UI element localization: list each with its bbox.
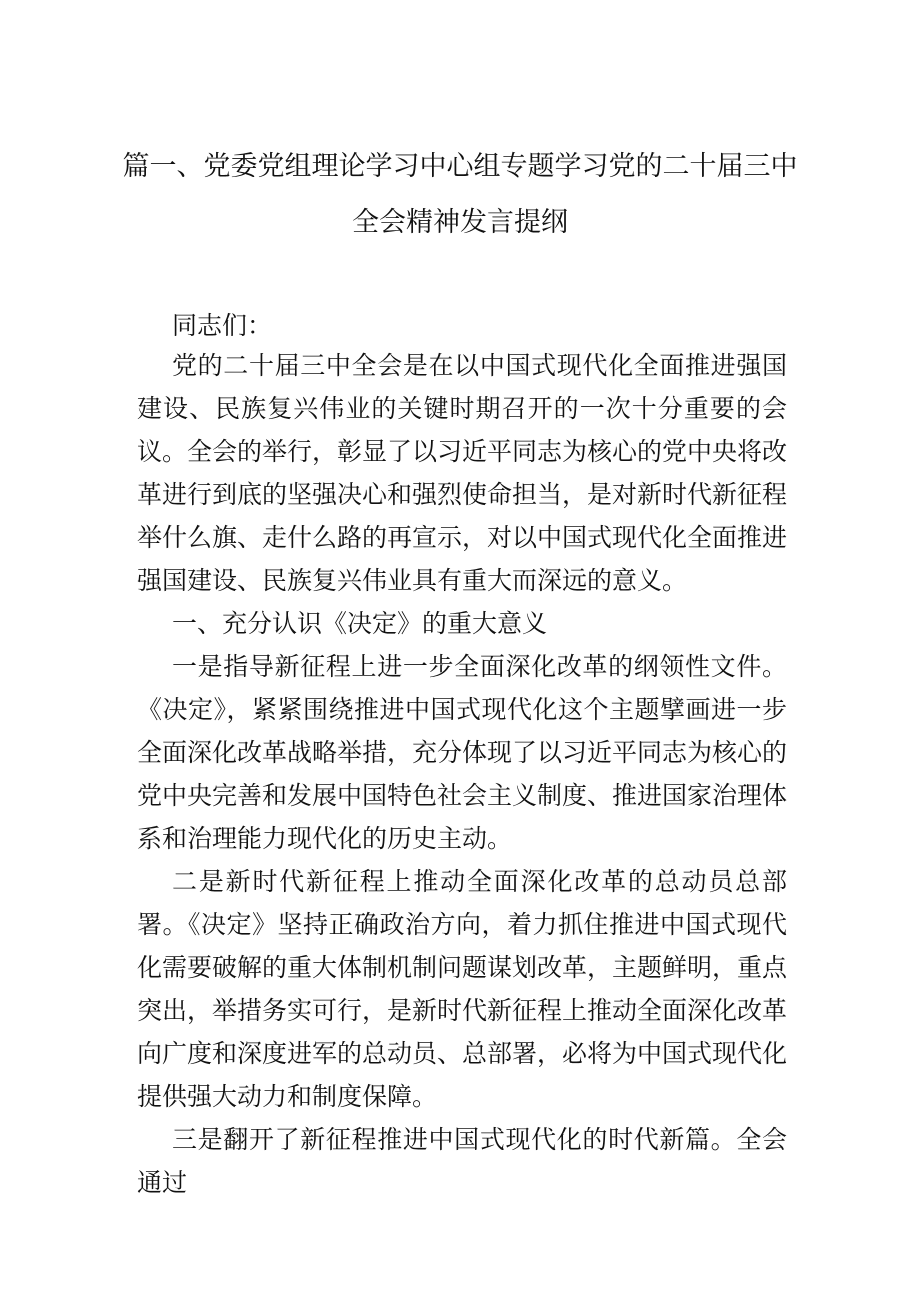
document-title-line-1: 篇一、党委党组理论学习中心组专题学习党的二十届三中 xyxy=(122,151,798,182)
salutation: 同志们： xyxy=(172,311,273,340)
section-paragraph-1: 一是指导新征程上进一步全面深化改革的纲领性文件。《决定》，紧紧围绕推进中国式现代化这个主题擘画进一步全面深化改革战略举措，充分体现了以习近平同志为核心的党中央完善和发展中国特色社会主义制度、推进国家治理体系和治理能力现代化的历史主动。 xyxy=(137,652,788,853)
document-title-line-2: 全会精神发言提纲 xyxy=(352,207,568,238)
intro-paragraph: 党的二十届三中全会是在以中国式现代化全面推进强国建设、民族复兴伟业的关键时期召开的一次十分重要的会议。全会的举行，彰显了以习近平同志为核心的党中央将改革进行到底的坚强决心和强烈使命担当，是对新时代新征程举什么旗、走什么路的再宣示，对以中国式现代化全面推进强国建设、民族复兴伟业具有重大而深远的意义。 xyxy=(137,351,788,595)
section-paragraph-2: 二是新时代新征程上推动全面深化改革的总动员总部署。《决定》坚持正确政治方向，着力抓住推进中国式现代化需要破解的重大体制机制问题谋划改革，主题鲜明，重点突出，举措务实可行，是新时代新征程上推动全面深化改革向广度和深度进军的总动员、总部署，必将为中国式现代化提供强大动力和制度保障。 xyxy=(137,867,788,1111)
section-paragraph-3: 三是翻开了新征程推进中国式现代化的时代新篇。全会通过 xyxy=(137,1125,787,1197)
section-heading: 一、充分认识《决定》的重大意义 xyxy=(172,609,548,638)
